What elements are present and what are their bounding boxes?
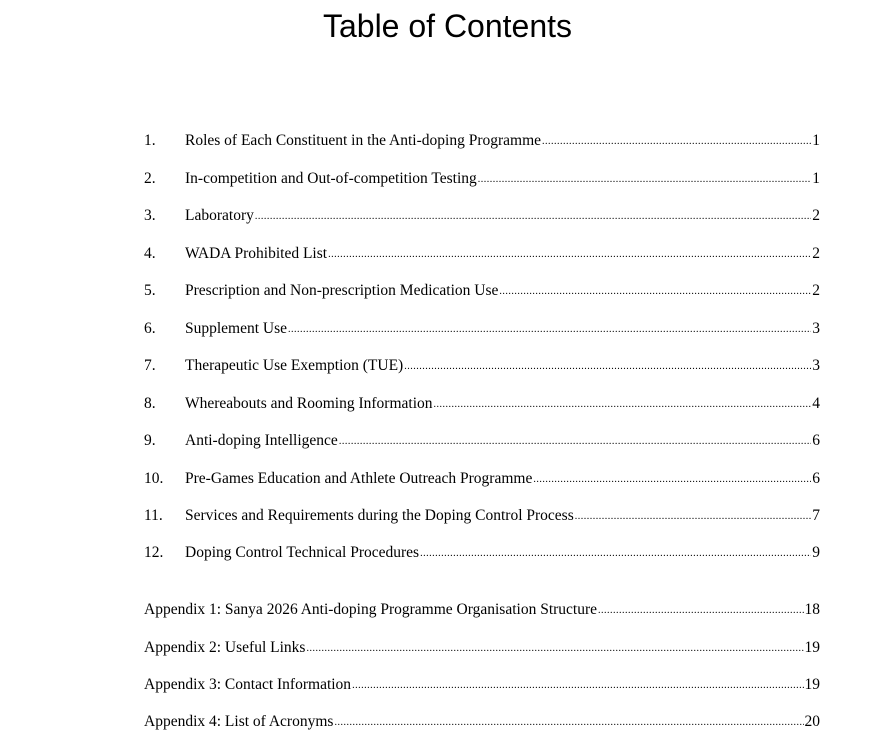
toc-entry[interactable] — [144, 242, 820, 264]
dot-leader — [334, 715, 803, 731]
toc-entry[interactable] — [144, 429, 820, 451]
toc-appendix-label: Appendix 4: List of Acronyms — [144, 713, 334, 730]
toc-appendix-page: 20 — [804, 713, 820, 730]
toc-entry-label: Whereabouts and Rooming Information — [185, 395, 433, 412]
toc-entry-page: 2 — [812, 207, 820, 224]
toc-appendix[interactable] — [144, 598, 820, 620]
dot-leader — [499, 284, 811, 300]
toc-entry-page: 6 — [812, 432, 820, 449]
dot-leader — [598, 603, 803, 619]
toc-entry[interactable] — [144, 167, 820, 189]
toc-appendix-label: Appendix 2: Useful Links — [144, 639, 306, 656]
toc-entry-number: 3. — [144, 207, 156, 224]
dot-leader — [288, 322, 811, 338]
dot-leader — [339, 434, 811, 450]
toc-entry-page: 7 — [812, 507, 820, 524]
toc-appendix-label: Appendix 3: Contact Information — [144, 676, 352, 693]
toc-appendix[interactable] — [144, 636, 820, 658]
toc-entry[interactable] — [144, 541, 820, 563]
toc-entry-number: 1. — [144, 132, 156, 149]
dot-leader — [434, 397, 811, 413]
toc-entry[interactable] — [144, 204, 820, 226]
toc-entry-number: 6. — [144, 320, 156, 337]
toc-entry-page: 2 — [812, 282, 820, 299]
toc-entry-page: 1 — [812, 170, 820, 187]
toc-appendix-page: 18 — [804, 601, 820, 618]
dot-leader — [575, 509, 811, 525]
toc-entry-number: 7. — [144, 357, 156, 374]
toc-entry-number: 9. — [144, 432, 156, 449]
toc-entry-label: Prescription and Non-prescription Medication Use — [185, 282, 499, 299]
toc-appendix-label: Appendix 1: Sanya 2026 Anti-doping Programme Organisation Structure — [144, 601, 598, 618]
toc-entry-number: 11. — [144, 507, 163, 524]
toc-entry-label: Anti-doping Intelligence — [185, 432, 338, 449]
toc-entry-page: 2 — [812, 245, 820, 262]
dot-leader — [533, 472, 811, 488]
dot-leader — [420, 546, 811, 562]
toc-entry-number: 4. — [144, 245, 156, 262]
toc-entry[interactable] — [144, 317, 820, 339]
toc-entry-number: 5. — [144, 282, 156, 299]
toc-entry-number: 2. — [144, 170, 156, 187]
toc-entry-label: In-competition and Out-of-competition Testing — [185, 170, 477, 187]
toc-entry-label: WADA Prohibited List — [185, 245, 328, 262]
toc-appendix-page: 19 — [804, 676, 820, 693]
page-title: Table of Contents — [322, 8, 573, 44]
toc-entry-page: 4 — [812, 395, 820, 412]
toc-entry-label: Supplement Use — [185, 320, 288, 337]
toc-entry-page: 3 — [812, 357, 820, 374]
toc-entry-label: Laboratory — [185, 207, 254, 224]
toc-entry-label: Roles of Each Constituent in the Anti-doping Programme — [185, 132, 542, 149]
toc-entry-page: 1 — [812, 132, 820, 149]
toc-entry-label: Services and Requirements during the Doping Control Process — [185, 507, 574, 524]
toc-entry-number: 10. — [144, 470, 164, 487]
toc-appendix-page: 19 — [804, 639, 820, 656]
dot-leader — [542, 134, 811, 150]
toc-entry[interactable] — [144, 467, 820, 489]
toc-entry-number: 12. — [144, 544, 164, 561]
dot-leader — [306, 641, 803, 657]
toc-entry-page: 9 — [812, 544, 820, 561]
toc-appendix[interactable] — [144, 710, 820, 732]
toc-entry[interactable] — [144, 354, 820, 376]
dot-leader — [255, 209, 811, 225]
toc-entry-label: Doping Control Technical Procedures — [185, 544, 420, 561]
toc-entry[interactable] — [144, 392, 820, 414]
toc-entry[interactable] — [144, 279, 820, 301]
toc-entry-page: 3 — [812, 320, 820, 337]
toc-appendix[interactable] — [144, 673, 820, 695]
dot-leader — [404, 359, 811, 375]
toc-entry-label: Therapeutic Use Exemption (TUE) — [185, 357, 404, 374]
dot-leader — [328, 247, 811, 263]
toc-entry-page: 6 — [812, 470, 820, 487]
dot-leader — [478, 172, 811, 188]
dot-leader — [352, 678, 803, 694]
toc-entry[interactable] — [144, 504, 820, 526]
toc-entry[interactable] — [144, 129, 820, 151]
toc-entry-number: 8. — [144, 395, 156, 412]
toc-entry-label: Pre-Games Education and Athlete Outreach Programme — [185, 470, 533, 487]
